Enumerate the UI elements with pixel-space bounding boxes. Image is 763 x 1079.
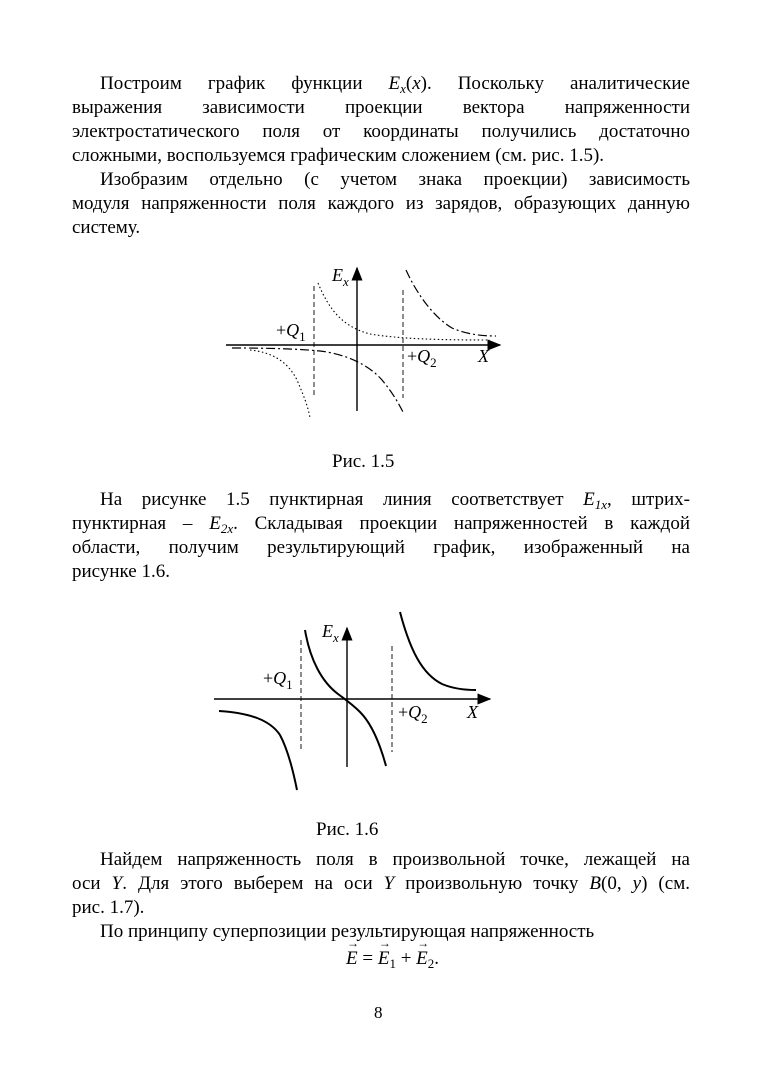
paragraph-3 <box>72 488 690 584</box>
fig16-q2-label: $+Q_2$ <box>398 702 428 726</box>
paragraph-4-line-1: Найдем напряженность поля в произвольной точке, лежащей на <box>100 849 690 870</box>
fig16-y-axis-label: $E_x$ <box>322 621 339 645</box>
paragraph-3-line-3: области, получим результирующий график, изображенный на <box>72 537 690 558</box>
paragraph-2 <box>72 168 690 240</box>
paragraph-3-line-1: На рисунке 1.5 пунктирная линия соответствует $E_{1x}$, штрих- <box>100 489 690 512</box>
figure-1-5-caption: Рис. 1.5 <box>332 451 395 472</box>
fig16-curve-right <box>400 612 476 690</box>
paragraph-1-line-1: Построим график функции $E_x(x)$. Поскольку аналитические <box>100 73 690 96</box>
paragraph-3-line-2: пунктирная – $E_{2x}$. Складывая проекции напряженностей в каждой <box>72 513 690 536</box>
formula-vector-e2: → E <box>416 948 428 970</box>
paragraph-1-line-2: выражения зависимости проекции вектора напряженности <box>72 97 690 118</box>
paragraph-2-line-3: систему. <box>72 217 141 238</box>
superposition-formula: → E = → $E_1$ + → $E_2$. <box>346 948 439 970</box>
fig15-e2x-dashdot-right <box>406 270 496 336</box>
fig15-e1x-dotted-right <box>318 283 490 340</box>
paragraph-1-line-3: электростатического поля от координаты получились достаточно <box>72 121 690 142</box>
figure-1-6-caption: Рис. 1.6 <box>316 819 379 840</box>
formula-vector-e1: → E <box>378 948 390 970</box>
page-number: 8 <box>374 1003 383 1022</box>
paragraph-2-line-2: модуля напряженности поля каждого из зарядов, образующих данную <box>72 193 690 214</box>
paragraph-2-line-1: Изобразим отдельно (с учетом знака проекции) зависимость <box>100 169 690 190</box>
figure-1-5 <box>0 255 763 430</box>
fig15-e2x-dashdot-left <box>232 348 404 414</box>
fig16-x-axis-label: X <box>467 702 478 722</box>
fig15-x-axis-label: X <box>478 346 489 366</box>
fig16-q1-label: $+Q_1$ <box>263 668 293 692</box>
fig16-curve-left <box>219 711 297 790</box>
formula-vector-e: → E <box>346 948 358 970</box>
fig16-curve-middle <box>305 630 386 766</box>
paragraph-4 <box>72 848 690 920</box>
fig15-y-axis-label: $E_x$ <box>332 265 349 289</box>
figure-1-6 <box>0 600 763 800</box>
paragraph-1-line-4: сложными, воспользуемся графическим сложением (см. рис. 1.5). <box>72 145 605 166</box>
fig15-q2-label: $+Q_2$ <box>407 346 437 370</box>
paragraph-4-line-3: рис. 1.7). <box>72 897 145 918</box>
paragraph-5-line-1: По принципу суперпозиции результирующая напряженность <box>100 921 595 942</box>
paragraph-3-line-4: рисунке 1.6. <box>72 561 170 582</box>
paragraph-1 <box>72 72 690 168</box>
fig15-q1-label: $+Q_1$ <box>276 320 306 344</box>
paragraph-4-line-2: оси Y. Для этого выберем на оси Y произвольную точку B(0, y) (см. <box>72 873 690 894</box>
fig15-e1x-dotted-left <box>250 350 310 418</box>
